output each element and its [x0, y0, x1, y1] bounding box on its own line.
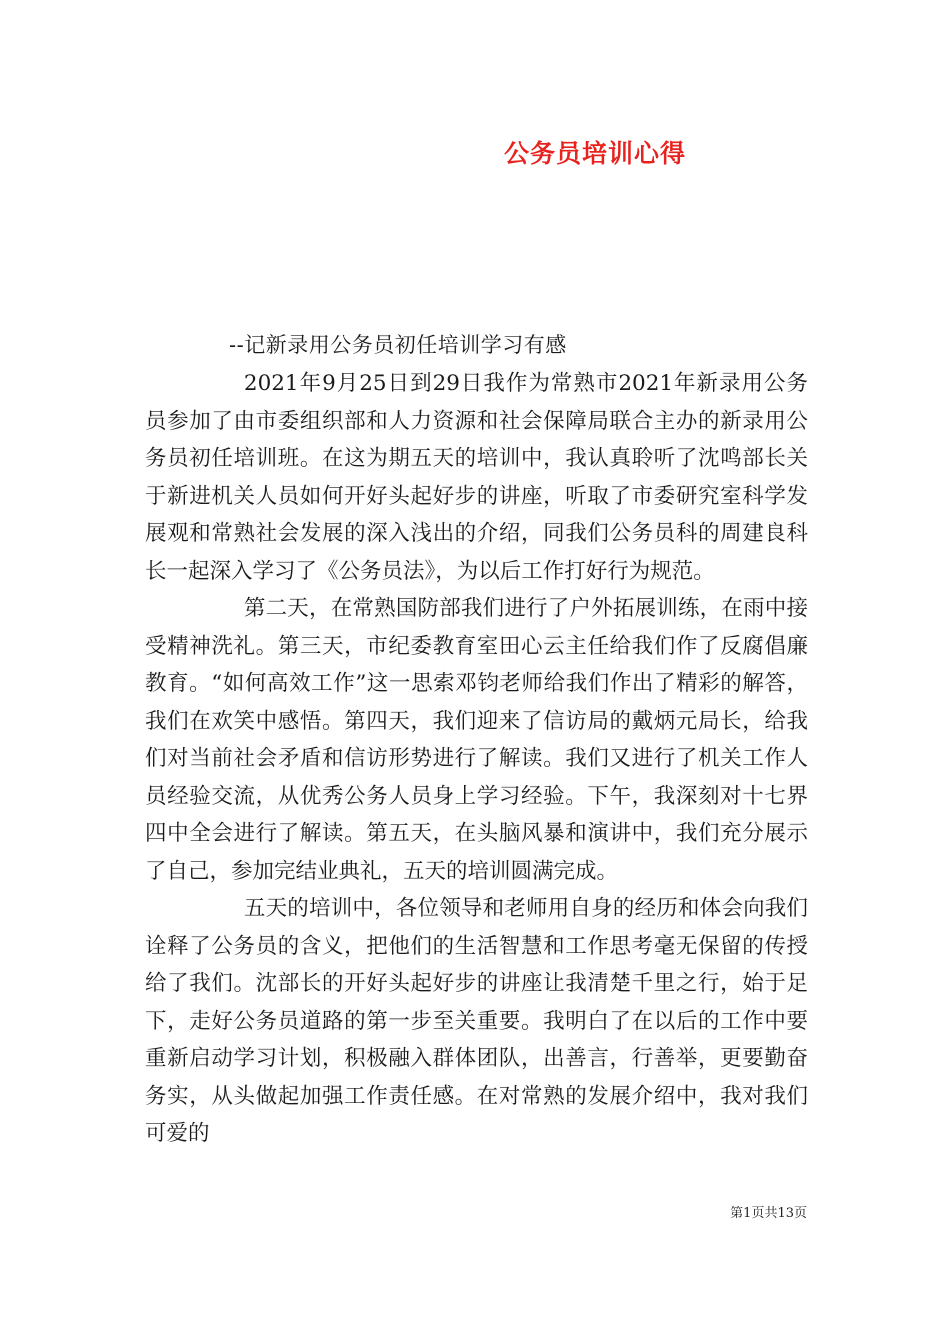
paragraph-3: 五天的培训中，各位领导和老师用自身的经历和体会向我们诠释了公务员的含义，把他们的生活智慧和工作思考毫无保留的传授给了我们。沈部长的开好头起好步的讲座让我清楚千里之行，始于足下，走好公务员道路的第一步至关重要。我明白了在以后的工作中要重新启动学习计划，积极融入群体团队，出善言，行善举，更要勤奋务实，从头做起加强工作责任感。在对常熟的发展介绍中，我对我们可爱的 — [145, 896, 808, 1146]
document-title: 公务员培训心得 — [503, 139, 686, 168]
paragraph-1: 2021年9月25日到29日我作为常熟市2021年新录用公务员参加了由市委组织部和人力资源和社会保障局联合主办的新录用公务员初任培训班。在这为期五天的培训中，我认真聆听了沈鸣部长关于新进机关人员如何开好头起好步的讲座，听取了市委研究室科学发展观和常熟社会发展的深入浅出的介绍，同我们公务员科的周建良科长一起深入学习了《公务员法》，为以后工作打好行为规范。 — [145, 371, 808, 584]
document-body — [145, 365, 808, 1153]
document-subtitle: --记新录用公务员初任培训学习有感 — [229, 333, 567, 357]
paragraph-2: 第二天，在常熟国防部我们进行了户外拓展训练，在雨中接受精神洗礼。第三天，市纪委教育室田心云主任给我们作了反腐倡廉教育。“如何高效工作”这一思索邓钧老师给我们作出了精彩的解答，我们在欢笑中感悟。第四天，我们迎来了信访局的戴炳元局长，给我们对当前社会矛盾和信访形势进行了解读。我们又进行了机关工作人员经验交流，从优秀公务人员身上学习经验。下午，我深刻对十七界四中全会进行了解读。第五天，在头脑风暴和演讲中，我们充分展示了自己，参加完结业典礼，五天的培训圆满完成。 — [145, 596, 808, 884]
page-number: 第1页共13页 — [730, 1206, 807, 1221]
